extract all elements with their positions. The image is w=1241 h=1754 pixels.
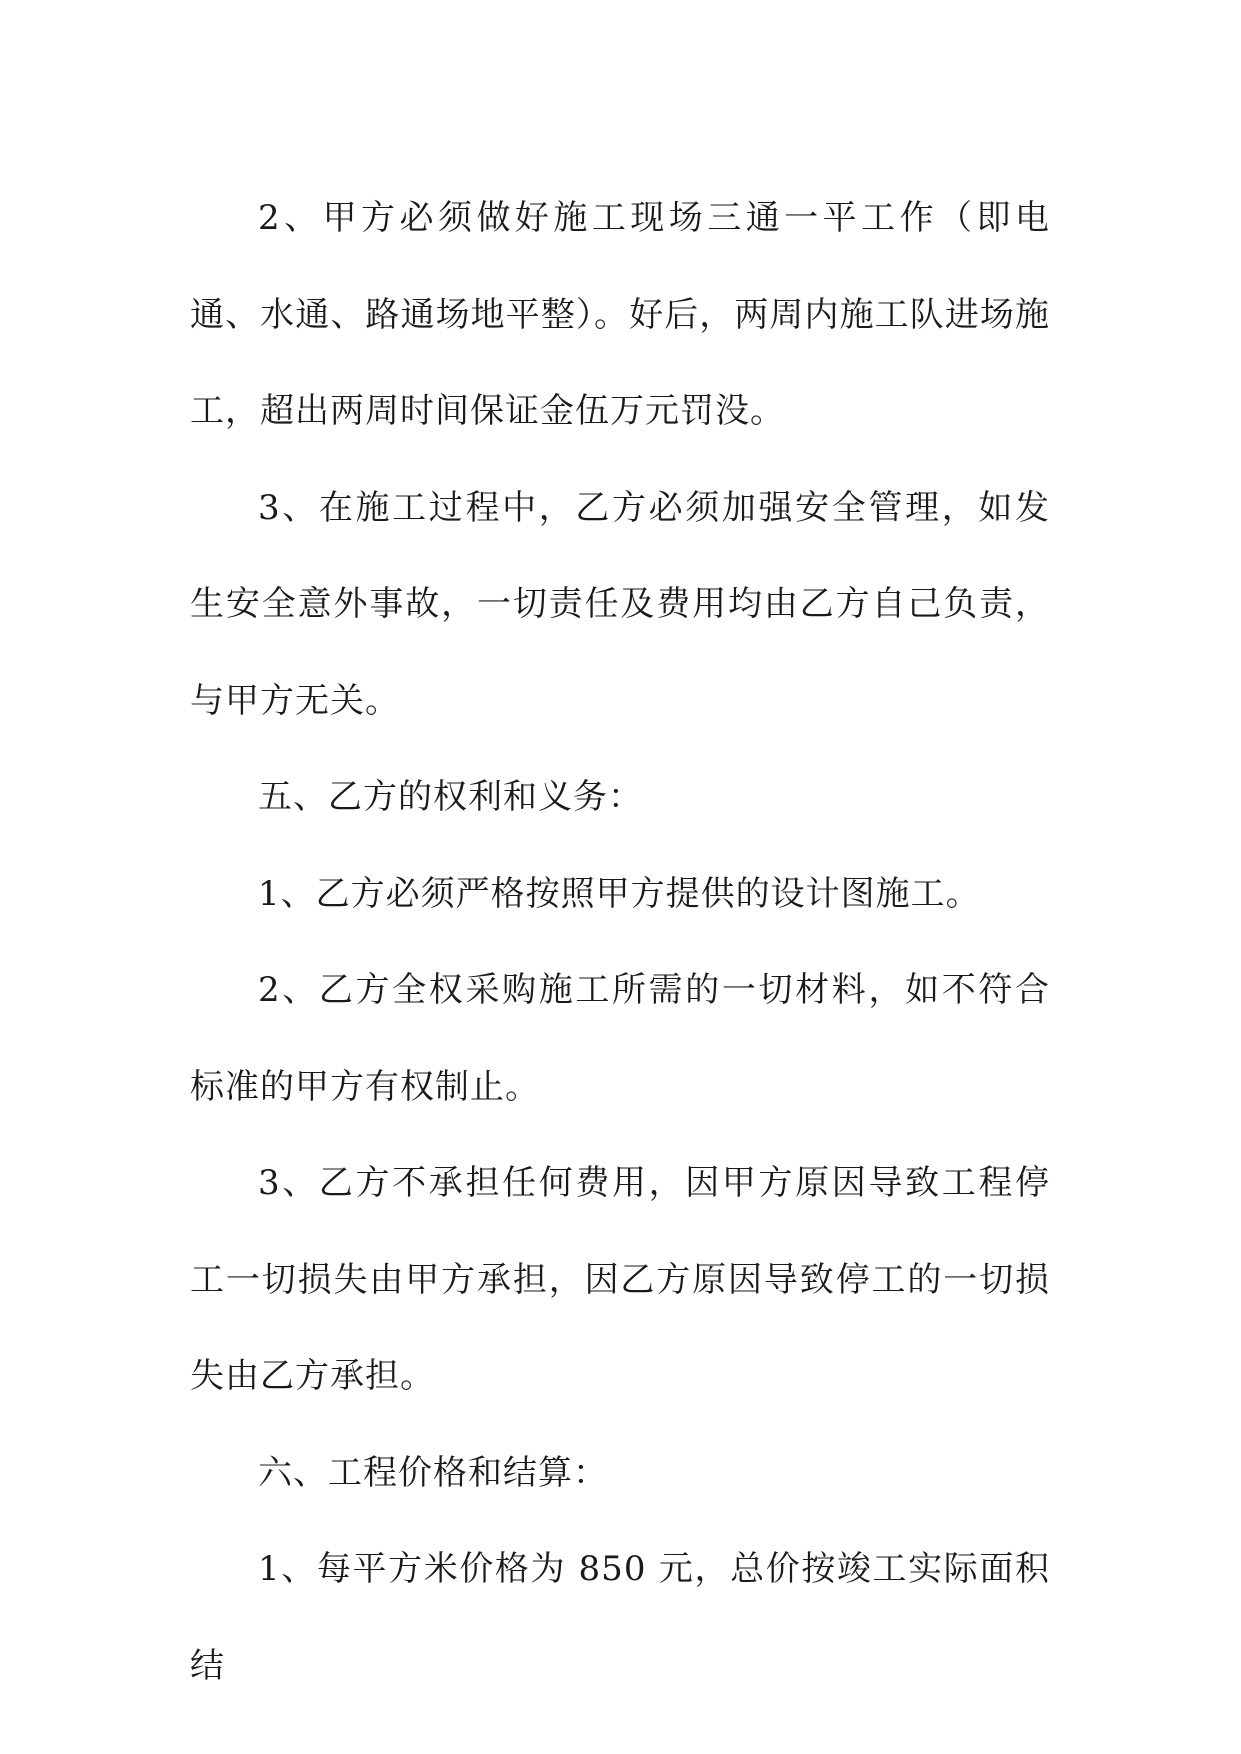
paragraph-unit-price: 1、每平方米价格为 850 元，总价按竣工实际面积结 — [190, 1549, 1050, 1686]
section-heading-price-settlement: 六、工程价格和结算： — [258, 1452, 608, 1493]
paragraph-safety-management: 3、在施工过程中，乙方必须加强安全管理，如发生安全意外事故，一切责任及费用均由乙方自己负责，与甲方无关。 — [190, 487, 1050, 721]
section-heading-party-b-rights: 五、乙方的权利和义务： — [258, 777, 643, 817]
paragraph-material-procurement: 2、乙方全权采购施工所需的一切材料，如不符合标准的甲方有权制止。 — [190, 970, 1050, 1107]
document-body — [190, 170, 1050, 1714]
paragraph-stoppage-losses: 3、乙方不承担任何费用，因甲方原因导致工程停工一切损失由甲方承担，因乙方原因导致停工的一切损失由乙方承担。 — [190, 1163, 1050, 1396]
paragraph-site-preparation: 2、甲方必须做好施工现场三通一平工作（即电通、水通、路通场地平整）。好后，两周内施工队进场施工，超出两周时间保证金伍万元罚没。 — [190, 198, 1050, 431]
paragraph-follow-design: 1、乙方必须严格按照甲方提供的设计图施工。 — [258, 873, 981, 914]
